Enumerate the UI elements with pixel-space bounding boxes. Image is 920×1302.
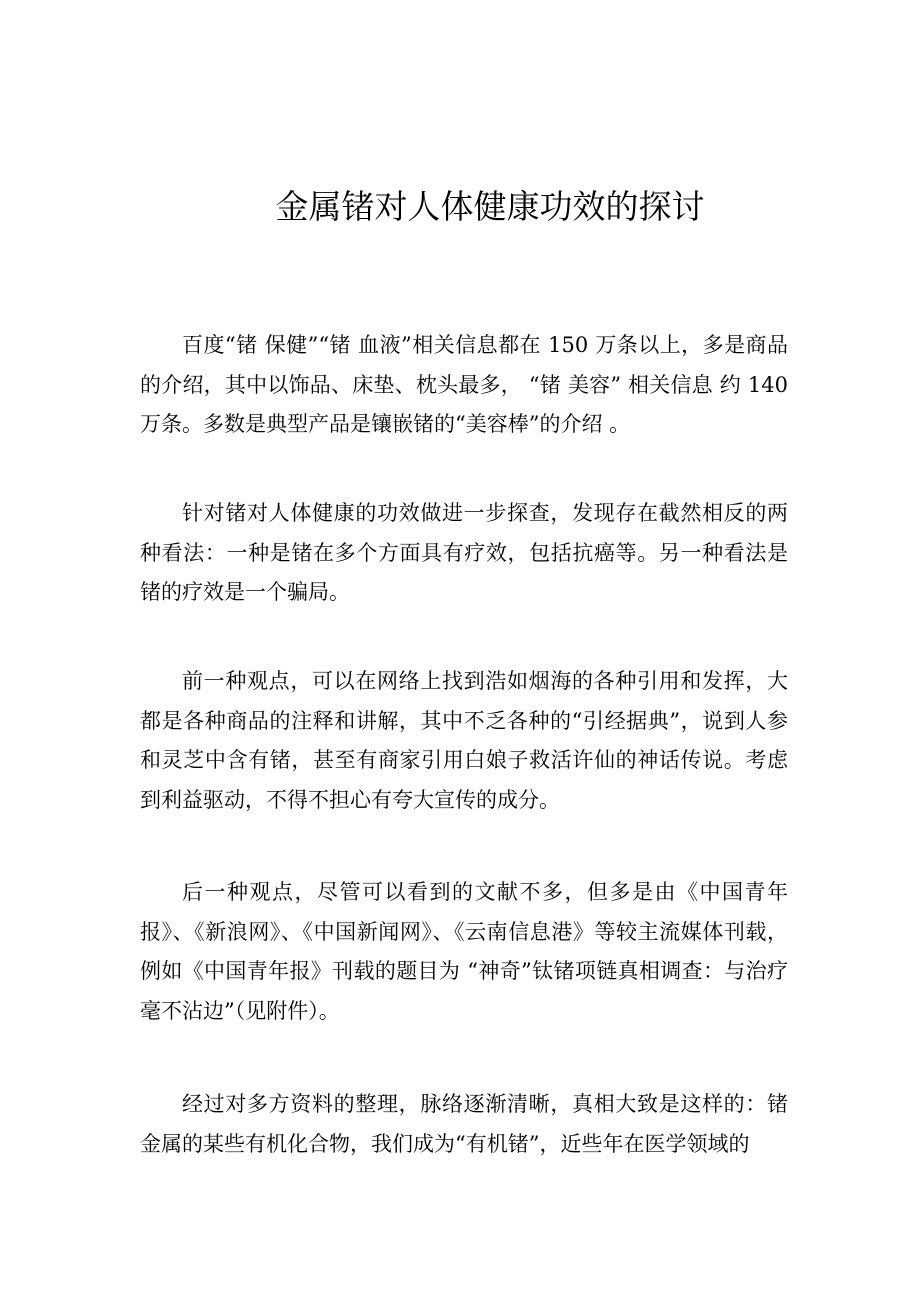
paragraph-1: 百度“锗 保健”“锗 血液”相关信息都在 150 万条以上，多是商品的介绍，其中以饰品、床垫、枕头最多， “锗 美容” 相关信息 约 140 万条。多数是典型产品是镶嵌锗的“美容棒”的介绍 。 [140,333,788,436]
paragraph-2: 针对锗对人体健康的功效做进一步探查，发现存在截然相反的两种看法：一种是锗在多个方面具有疗效，包括抗癌等。另一种看法是锗的疗效是一个骗局。 [140,501,788,604]
paragraph-3: 前一种观点，可以在网络上找到浩如烟海的各种引用和发挥，大都是各种商品的注释和讲解，其中不乏各种的“引经据典”，说到人参和灵芝中含有锗，甚至有商家引用白娘子救活许仙的神话传说。考虑到利益驱动，不得不担心有夸大宣传的成分。 [140,669,788,812]
paragraph-4: 后一种观点，尽管可以看到的文献不多，但多是由《中国青年报》、《新浪网》、《中国新闻网》、《云南信息港》等较主流媒体刊载，例如《中国青年报》刊载的题目为 “神奇”钛锗项链真相调查：与治疗毫不沾边”（见附件）。 [140,880,788,1023]
document-title: 金属锗对人体健康功效的探讨 [275,187,705,226]
paragraph-5: 经过对多方资料的整理，脉络逐渐清晰，真相大致是这样的：锗金属的某些有机化合物，我们成为“有机锗”，近些年在医学领域的 [140,1092,788,1156]
